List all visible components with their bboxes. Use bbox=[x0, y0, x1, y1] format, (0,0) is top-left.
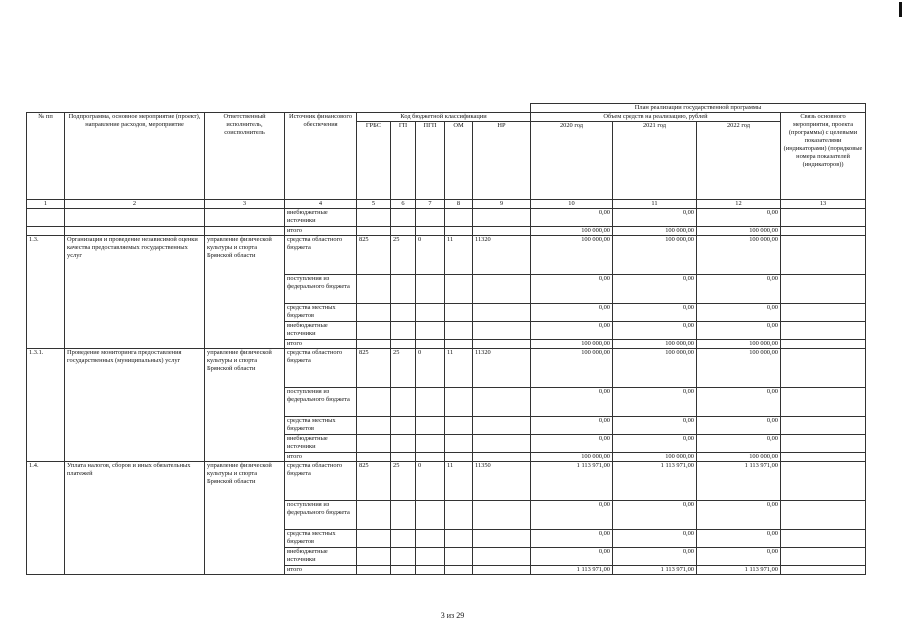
value-2022: 0,00 bbox=[697, 417, 781, 435]
code-cell bbox=[416, 501, 445, 530]
value-2021: 0,00 bbox=[613, 304, 697, 322]
header-gp: ГП bbox=[391, 122, 416, 200]
code-grbs: 825 bbox=[357, 462, 391, 501]
code-pgp: 0 bbox=[416, 462, 445, 501]
item-executor: управление физической культуры и спорта Брянской области bbox=[205, 462, 285, 575]
item-number: 1.3. bbox=[27, 236, 65, 349]
value-2021: 0,00 bbox=[613, 322, 697, 340]
code-cell bbox=[445, 566, 473, 575]
column-number: 9 bbox=[473, 200, 531, 209]
code-cell bbox=[445, 322, 473, 340]
code-cell bbox=[391, 435, 416, 453]
source-cell: внебюджетные источники bbox=[285, 548, 357, 566]
code-cell bbox=[473, 209, 531, 227]
value-2021: 1 113 971,00 bbox=[613, 566, 697, 575]
code-np: 11350 bbox=[473, 462, 531, 501]
table-title: План реализации государственной программы bbox=[531, 104, 866, 113]
code-cell bbox=[357, 435, 391, 453]
value-2020: 0,00 bbox=[531, 530, 613, 548]
value-2021: 100 000,00 bbox=[613, 236, 697, 275]
value-2020: 1 113 971,00 bbox=[531, 566, 613, 575]
code-cell bbox=[391, 530, 416, 548]
item-executor: управление физической культуры и спорта Брянской области bbox=[205, 236, 285, 349]
value-2021: 100 000,00 bbox=[613, 340, 697, 349]
header-year-2020: 2020 год bbox=[531, 122, 613, 200]
value-2021: 100 000,00 bbox=[613, 227, 697, 236]
source-cell: средства областного бюджета bbox=[285, 349, 357, 388]
value-2021: 0,00 bbox=[613, 435, 697, 453]
item-number: 1.3.1. bbox=[27, 349, 65, 462]
code-cell bbox=[391, 275, 416, 304]
link-cell bbox=[781, 275, 866, 304]
link-cell bbox=[781, 209, 866, 227]
code-cell bbox=[445, 435, 473, 453]
code-cell bbox=[445, 388, 473, 417]
column-number: 7 bbox=[416, 200, 445, 209]
value-2022: 0,00 bbox=[697, 501, 781, 530]
code-om: 11 bbox=[445, 349, 473, 388]
source-cell: средства областного бюджета bbox=[285, 236, 357, 275]
value-2021: 0,00 bbox=[613, 530, 697, 548]
code-cell bbox=[473, 453, 531, 462]
value-2022: 0,00 bbox=[697, 388, 781, 417]
link-cell bbox=[781, 349, 866, 388]
header-source: Источник финансового обеспечения bbox=[285, 113, 357, 200]
code-cell bbox=[357, 566, 391, 575]
column-number: 13 bbox=[781, 200, 866, 209]
code-cell bbox=[416, 304, 445, 322]
value-2020: 0,00 bbox=[531, 209, 613, 227]
code-pgp: 0 bbox=[416, 236, 445, 275]
header-grbs: ГРБС bbox=[357, 122, 391, 200]
source-cell: итого bbox=[285, 340, 357, 349]
header-om: ОМ bbox=[445, 122, 473, 200]
link-cell bbox=[781, 304, 866, 322]
source-cell: поступления из федерального бюджета bbox=[285, 501, 357, 530]
code-om: 11 bbox=[445, 236, 473, 275]
value-2022: 0,00 bbox=[697, 304, 781, 322]
table-row bbox=[27, 349, 866, 388]
column-number: 1 bbox=[27, 200, 65, 209]
code-cell bbox=[416, 209, 445, 227]
link-cell bbox=[781, 566, 866, 575]
code-cell bbox=[473, 304, 531, 322]
num-cell bbox=[27, 209, 65, 227]
code-cell bbox=[445, 227, 473, 236]
value-2022: 100 000,00 bbox=[697, 236, 781, 275]
item-name: Уплата налогов, сборов и иных обязательных платежей bbox=[65, 462, 205, 575]
value-2021: 0,00 bbox=[613, 501, 697, 530]
code-cell bbox=[357, 548, 391, 566]
code-cell bbox=[445, 340, 473, 349]
code-cell bbox=[416, 530, 445, 548]
source-cell: поступления из федерального бюджета bbox=[285, 275, 357, 304]
value-2022: 1 113 971,00 bbox=[697, 566, 781, 575]
value-2021: 0,00 bbox=[613, 275, 697, 304]
link-cell bbox=[781, 417, 866, 435]
column-number: 6 bbox=[391, 200, 416, 209]
value-2021: 0,00 bbox=[613, 388, 697, 417]
value-2020: 100 000,00 bbox=[531, 227, 613, 236]
column-number: 8 bbox=[445, 200, 473, 209]
link-cell bbox=[781, 530, 866, 548]
source-cell: поступления из федерального бюджета bbox=[285, 388, 357, 417]
executor-cell bbox=[205, 209, 285, 227]
column-number: 12 bbox=[697, 200, 781, 209]
code-cell bbox=[473, 340, 531, 349]
source-cell: итого bbox=[285, 566, 357, 575]
code-cell bbox=[416, 566, 445, 575]
value-2022: 0,00 bbox=[697, 530, 781, 548]
link-cell bbox=[781, 462, 866, 501]
header-executor: Ответственный исполнитель, соисполнитель bbox=[205, 113, 285, 200]
code-gp: 25 bbox=[391, 236, 416, 275]
column-numbers-row bbox=[27, 200, 866, 209]
link-cell bbox=[781, 453, 866, 462]
value-2022: 100 000,00 bbox=[697, 349, 781, 388]
code-cell bbox=[357, 304, 391, 322]
code-cell bbox=[445, 304, 473, 322]
header-budget-code: Код бюджетной классификации bbox=[357, 113, 531, 122]
link-cell bbox=[781, 340, 866, 349]
name-cell bbox=[65, 227, 205, 236]
code-cell bbox=[445, 501, 473, 530]
code-gp: 25 bbox=[391, 349, 416, 388]
code-cell bbox=[391, 388, 416, 417]
code-grbs: 825 bbox=[357, 349, 391, 388]
value-2022: 100 000,00 bbox=[697, 227, 781, 236]
column-number: 11 bbox=[613, 200, 697, 209]
source-cell: средства местных бюджетов bbox=[285, 530, 357, 548]
value-2021: 100 000,00 bbox=[613, 349, 697, 388]
column-number: 10 bbox=[531, 200, 613, 209]
page-number: 3 из 29 bbox=[440, 611, 465, 620]
code-cell bbox=[416, 227, 445, 236]
source-cell: внебюджетные источники bbox=[285, 435, 357, 453]
column-number: 2 bbox=[65, 200, 205, 209]
code-cell bbox=[357, 530, 391, 548]
item-name: Организация и проведение независимой оценки качества предоставляемых государственных услуг bbox=[65, 236, 205, 349]
code-cell bbox=[391, 322, 416, 340]
code-cell bbox=[391, 548, 416, 566]
code-grbs: 825 bbox=[357, 236, 391, 275]
executor-cell bbox=[205, 227, 285, 236]
value-2020: 0,00 bbox=[531, 501, 613, 530]
code-cell bbox=[445, 275, 473, 304]
code-cell bbox=[391, 501, 416, 530]
value-2021: 0,00 bbox=[613, 209, 697, 227]
code-cell bbox=[416, 322, 445, 340]
name-cell bbox=[65, 209, 205, 227]
code-cell bbox=[416, 417, 445, 435]
code-cell bbox=[391, 209, 416, 227]
code-cell bbox=[445, 530, 473, 548]
value-2022: 0,00 bbox=[697, 548, 781, 566]
num-cell bbox=[27, 227, 65, 236]
code-cell bbox=[473, 501, 531, 530]
code-cell bbox=[445, 417, 473, 435]
value-2021: 1 113 971,00 bbox=[613, 462, 697, 501]
header-np: НР bbox=[473, 122, 531, 200]
value-2021: 0,00 bbox=[613, 417, 697, 435]
code-cell bbox=[473, 566, 531, 575]
value-2020: 0,00 bbox=[531, 275, 613, 304]
value-2020: 0,00 bbox=[531, 322, 613, 340]
code-cell bbox=[357, 453, 391, 462]
code-cell bbox=[473, 227, 531, 236]
item-executor: управление физической культуры и спорта Брянской области bbox=[205, 349, 285, 462]
code-cell bbox=[473, 530, 531, 548]
value-2020: 100 000,00 bbox=[531, 340, 613, 349]
link-cell bbox=[781, 435, 866, 453]
value-2022: 0,00 bbox=[697, 275, 781, 304]
code-cell bbox=[473, 322, 531, 340]
code-pgp: 0 bbox=[416, 349, 445, 388]
code-cell bbox=[473, 275, 531, 304]
scan-edge-mark bbox=[899, 2, 902, 17]
code-cell bbox=[416, 275, 445, 304]
code-cell bbox=[391, 227, 416, 236]
column-number: 4 bbox=[285, 200, 357, 209]
value-2020: 0,00 bbox=[531, 388, 613, 417]
table-row bbox=[27, 209, 866, 227]
value-2022: 0,00 bbox=[697, 435, 781, 453]
header-year-2022: 2022 год bbox=[697, 122, 781, 200]
value-2022: 100 000,00 bbox=[697, 340, 781, 349]
code-cell bbox=[473, 417, 531, 435]
code-gp: 25 bbox=[391, 462, 416, 501]
value-2022: 0,00 bbox=[697, 209, 781, 227]
table-row bbox=[27, 236, 866, 275]
value-2020: 0,00 bbox=[531, 304, 613, 322]
code-cell bbox=[357, 209, 391, 227]
source-cell: итого bbox=[285, 227, 357, 236]
column-number: 3 bbox=[205, 200, 285, 209]
value-2020: 0,00 bbox=[531, 435, 613, 453]
code-cell bbox=[416, 340, 445, 349]
code-cell bbox=[416, 453, 445, 462]
link-cell bbox=[781, 236, 866, 275]
code-cell bbox=[357, 417, 391, 435]
code-cell bbox=[416, 388, 445, 417]
link-cell bbox=[781, 227, 866, 236]
code-cell bbox=[357, 340, 391, 349]
program-plan-table bbox=[26, 103, 866, 575]
value-2021: 100 000,00 bbox=[613, 453, 697, 462]
table-body bbox=[27, 104, 866, 575]
code-cell bbox=[391, 304, 416, 322]
source-cell: средства областного бюджета bbox=[285, 462, 357, 501]
code-cell bbox=[357, 322, 391, 340]
header-year-2021: 2021 год bbox=[613, 122, 697, 200]
header-volume: Объем средств на реализацию, рублей bbox=[531, 113, 781, 122]
code-om: 11 bbox=[445, 462, 473, 501]
value-2022: 0,00 bbox=[697, 322, 781, 340]
source-cell: внебюджетные источники bbox=[285, 322, 357, 340]
source-cell: итого bbox=[285, 453, 357, 462]
value-2022: 100 000,00 bbox=[697, 453, 781, 462]
link-cell bbox=[781, 322, 866, 340]
code-cell bbox=[391, 417, 416, 435]
code-cell bbox=[445, 548, 473, 566]
link-cell bbox=[781, 548, 866, 566]
source-cell: средства местных бюджетов bbox=[285, 304, 357, 322]
table-row bbox=[27, 227, 866, 236]
source-cell: средства местных бюджетов bbox=[285, 417, 357, 435]
code-cell bbox=[391, 340, 416, 349]
value-2020: 1 113 971,00 bbox=[531, 462, 613, 501]
value-2020: 100 000,00 bbox=[531, 453, 613, 462]
value-2020: 100 000,00 bbox=[531, 349, 613, 388]
code-cell bbox=[445, 453, 473, 462]
code-cell bbox=[391, 453, 416, 462]
code-cell bbox=[445, 209, 473, 227]
value-2020: 100 000,00 bbox=[531, 236, 613, 275]
header-pgp: ПГП bbox=[416, 122, 445, 200]
link-cell bbox=[781, 501, 866, 530]
link-cell bbox=[781, 388, 866, 417]
value-2020: 0,00 bbox=[531, 548, 613, 566]
code-cell bbox=[416, 435, 445, 453]
header-num: № пп bbox=[27, 113, 65, 200]
code-cell bbox=[357, 501, 391, 530]
code-cell bbox=[416, 548, 445, 566]
value-2022: 1 113 971,00 bbox=[697, 462, 781, 501]
code-np: 11320 bbox=[473, 349, 531, 388]
code-cell bbox=[473, 435, 531, 453]
header-name: Подпрограмма, основное мероприятие (проект), направление расходов, мероприятие bbox=[65, 113, 205, 200]
header-link: Связь основного мероприятия, проекта (программы) с целевыми показателями (индикаторами) (порядковые номера показателей (индикаторов)) bbox=[781, 113, 866, 200]
source-cell: внебюджетные источники bbox=[285, 209, 357, 227]
value-2021: 0,00 bbox=[613, 548, 697, 566]
code-cell bbox=[357, 388, 391, 417]
item-number: 1.4. bbox=[27, 462, 65, 575]
item-name: Проведение мониторинга предоставления государственных (муниципальных) услуг bbox=[65, 349, 205, 462]
value-2020: 0,00 bbox=[531, 417, 613, 435]
code-cell bbox=[357, 275, 391, 304]
table-row bbox=[27, 462, 866, 501]
code-cell bbox=[473, 388, 531, 417]
code-cell bbox=[473, 548, 531, 566]
column-number: 5 bbox=[357, 200, 391, 209]
code-cell bbox=[391, 566, 416, 575]
code-cell bbox=[357, 227, 391, 236]
code-np: 11320 bbox=[473, 236, 531, 275]
